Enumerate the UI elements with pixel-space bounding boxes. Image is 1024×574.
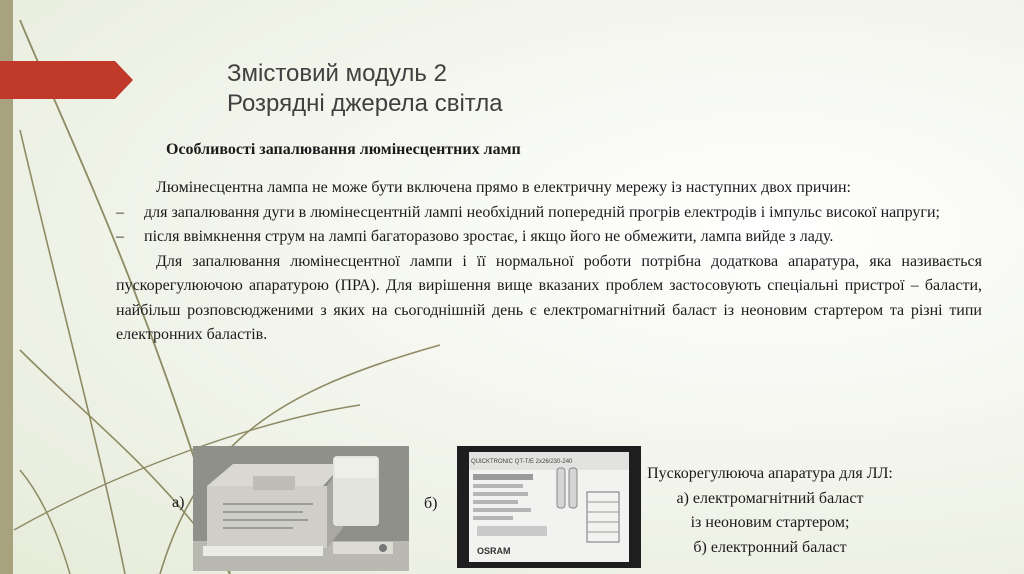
bullet-item xyxy=(116,201,982,226)
body-text xyxy=(116,176,982,348)
paragraph-ballasts: Для запалювання люмінесцентної лампи і її нормальної роботи потрібна додаткова апаратура, яка називається пускорегулюючою апаратурою (ПРА). Для вирішення вище вказаних проблем застосовують спеціальні пристрої – баласти, найбільш розповсюдженими з яких на сьогоднішній день є електромагнітний баласт із неоновим стартером та різні типи електронних баластів. xyxy=(116,252,982,343)
photo-b-model-text: QUICKTRONIC QT-T/E 2x26/230-240 xyxy=(471,459,573,465)
photo-a-label: а) xyxy=(172,494,185,511)
photo-b-label: б) xyxy=(424,495,438,512)
title-accent-arrow xyxy=(0,61,135,99)
caption-line: б) електронний баласт xyxy=(693,538,847,556)
electromagnetic-ballast-photo xyxy=(193,446,409,571)
bullet-text: після ввімкнення струм на лампі багаторазово зростає, і якщо його не обмежити, лампа вийде з ладу. xyxy=(144,228,834,245)
caption-line: із неоновим стартером; xyxy=(690,514,850,531)
photo-b-brand-text: OSRAM xyxy=(477,546,511,556)
bullet-text: для запалювання дуги в люмінесцентній лампі необхідний попередній прогрів електродів і імпульс високої напруги; xyxy=(144,203,940,221)
slide-title-line2: Розрядні джерела світла xyxy=(227,90,503,117)
caption-line: а) електромагнітний баласт xyxy=(676,489,864,507)
bullet-dash-icon: – xyxy=(116,203,124,221)
image-caption xyxy=(640,462,900,560)
paragraph-intro: Люмінесцентна лампа не може бути включена прямо в електричну мережу із наступних двох причин: xyxy=(156,179,851,196)
bullet-item xyxy=(116,225,982,250)
bullet-dash-icon: – xyxy=(116,228,124,245)
electronic-ballast-photo xyxy=(457,446,641,568)
section-heading: Особливості запалювання люмінесцентних ламп xyxy=(166,141,521,158)
slide-title-line1: Змістовий модуль 2 xyxy=(227,60,447,87)
caption-line: Пускорегулююча апаратура для ЛЛ: xyxy=(647,465,893,482)
